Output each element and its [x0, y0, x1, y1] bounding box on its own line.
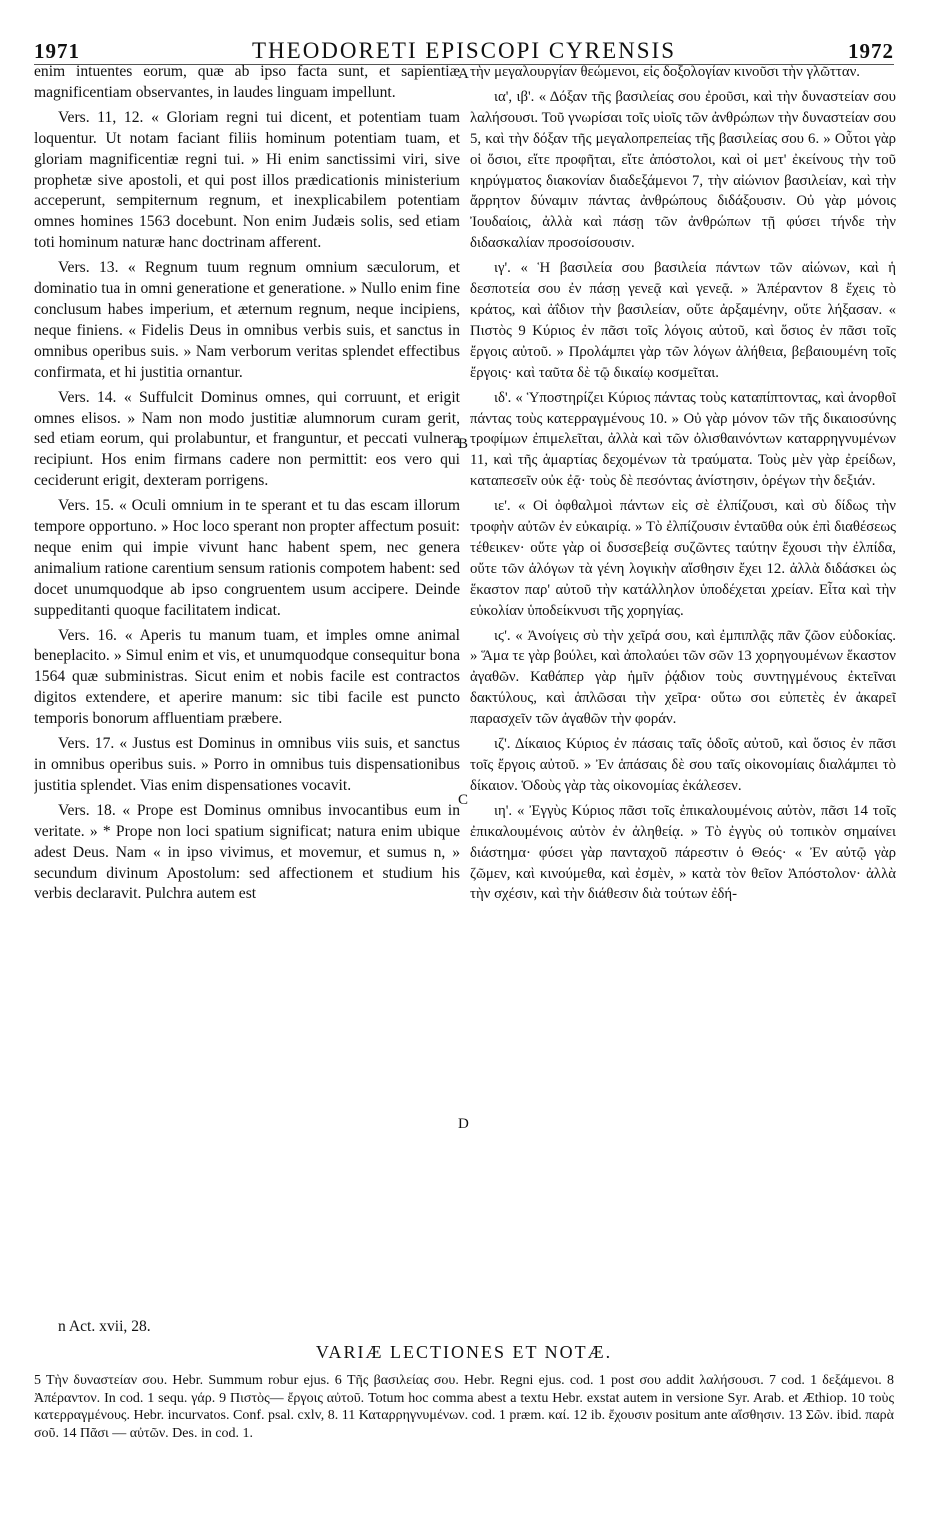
latin-paragraph: enim intuentes eorum, quæ ab ipso facta sunt, et sapientiæ magnificentiam observantes, in laudes linguam impellunt.: [34, 63, 460, 101]
right-page-number: 1972: [848, 39, 894, 63]
section-mark-c: C: [458, 792, 469, 808]
greek-paragraph: τὴν μεγαλουργίαν θεώμενοι, εἰς δοξολογίαν κινοῦσι τὴν γλῶτταν.: [470, 64, 860, 80]
greek-paragraph: ιη'. « Ἐγγὺς Κύριος πᾶσι τοῖς ἐπικαλουμένοις αὐτὸν, πᾶσι 14 τοῖς ἐπικαλουμένοις αὐτὸν ἐν ἀληθείᾳ. » Τὸ ἐγγὺς οὐ τοπικὸν σημαίνει διάστημα· φύσει γὰρ πανταχοῦ πάρεστιν ὁ Θεός· « Ἐν αὐτῷ γὰρ ζῶμεν, καὶ κινούμεθα, καὶ ἐσμὲν, » κατὰ τὸν θεῖον Ἀπόστολον· ἀλλὰ τὴν σχέσιν, καὶ τὴν διάθεσιν διὰ τούτων ἐδή-: [470, 802, 896, 903]
greek-paragraph: ιδ'. « Ὑποστηρίζει Κύριος πάντας τοὺς καταπίπτοντας, καὶ ἀνορθοῖ πάντας τοὺς κατερραγμένους 10. » Οὐ γὰρ μόνον τῶν τῆς δικαιοσύνης τροφίμων ἐπιμελεῖται, ἀλλὰ καὶ τῶν ὀλισθαινόντων καταρρηγνυμένων 11, καὶ τῆς ἁμαρτίας δεχομένων τὰ τραύματα. Τοὺς μὲν γὰρ ἐρείδων, καταπεσεῖν οὐκ ἐᾷ· τοὺς δὲ πεσόντας ἀνίστησιν, ὀρέγων τὴν δεξιάν.: [470, 389, 896, 490]
latin-paragraph: Vers. 11, 12. « Gloriam regni tui dicent, et potentiam tuam loquentur. Ut notam faciant filiis hominum potentiam tuam, et gloriam magnificentiæ regni tui. » Hi enim sanctissimi viri, sive prophetæ sive apostoli, et qui post illos prædicationis ministerium acceperunt, sempiternum regnum, et inexplicabilem potentiam omnes homines 1563 docebunt. Non enim Judæis solis, sed etiam toti hominum naturæ hanc doctrinam afferent.: [34, 108, 460, 252]
latin-paragraph: Vers. 18. « Prope est Dominus omnibus invocantibus eum in veritate. » * Prope non loci spatium significat; natura enim ubique adest Deus. Nam « in ipso vivimus, et movemur, et sumus n, » secundum divinum Apostolum: sed affectionem et studium his verbis declaravit. Pulchra autem est: [34, 801, 460, 903]
latin-paragraph: Vers. 15. « Oculi omnium in te sperant et tu das escam illorum tempore opportuno. » Hoc loco sperant non propter affectum posuit: neque enim qui impie vivunt hanc habent spem, nec genera animalium ratione carentium sensum rationis compotem habent: sed docet unumquodque ab ipso congruentem usum accipere. Deinde suppeditanti quoque facilitatem indicat.: [34, 497, 460, 619]
section-mark-a: A: [458, 66, 469, 82]
section-mark-d: D: [458, 1116, 469, 1132]
latin-footnote: n Act. xvii, 28.: [58, 1318, 151, 1335]
greek-paragraph: ιϛ'. « Ἀνοίγεις σὺ τὴν χεῖρά σου, καὶ ἐμπιπλᾷς πᾶν ζῶον εὐδοκίας. » Ἅμα τε γὰρ βούλει, καὶ ἀπολαύει τῶν σῶν 13 χορηγουμένων ἕκαστον ἀγαθῶν. Καθάπερ γὰρ ἡμῖν ῥᾴδιον τοὺς συντηγμένους ἐκτεῖναι δακτύλους, καὶ ἁπλῶσαι τὴν χεῖρα· οὕτω σοι εὐπετὲς ἐν ἀκαρεῖ παρασχεῖν τῶν ἀγαθῶν τὴν φοράν.: [470, 627, 896, 728]
running-title: THEODORETI EPISCOPI CYRENSIS: [251, 38, 677, 63]
section-mark-b: B: [458, 436, 469, 452]
left-page-number: 1971: [34, 39, 80, 63]
notes-title: VARIÆ LECTIONES ET NOTÆ.: [315, 1342, 613, 1362]
greek-paragraph: ια', ιβ'. « Δόξαν τῆς βασιλείας σου ἐροῦσι, καὶ τὴν δυναστείαν σου λαλήσουσι. Τοῦ γνωρίσαι τοῖς υἱοῖς τῶν ἀνθρώπων τὴν δυναστείαν σου 5, καὶ τὴν δόξαν τῆς μεγαλοπρεπείας τῆς βασιλείας σου 6. » Οὗτοι γὰρ οἱ ὅσιοι, εἴτε προφῆται, εἴτε ἀπόστολοι, καὶ οἱ μετ' ἐκείνους τὴν τοῦ κηρύγματος διακονίαν διαδεξάμενοι 7, τὴν αἰώνιον βασιλείαν, καὶ τὴν ἄρρητον δύναμιν πάντας ἀνθρώπους διδάξουσιν. Οὐ γὰρ μόνοις Ἰουδαίοις, ἀλλὰ καὶ πάσῃ τῶν ἀνθρώπων τῇ φύσει τήνδε τὴν διδασκαλίαν προσοίσουσιν.: [470, 88, 896, 252]
greek-column: [470, 62, 896, 1307]
latin-paragraph: Vers. 13. « Regnum tuum regnum omnium sæculorum, et dominatio tua in omni generatione et generatione. » Nullo enim fine conclusum habes imperium, et æternum regnum, neque incipiens, neque finiens. « Fidelis Deus in omnibus verbis suis, et sanctus in omnibus operibus suis. » Nam verborum veritas splendet effectibus confirmata, et hi justitia ornantur.: [34, 259, 460, 381]
latin-column: [34, 62, 460, 1307]
greek-paragraph: ιγ'. « Ἡ βασιλεία σου βασιλεία πάντων τῶν αἰώνων, καὶ ἡ δεσποτεία σου ἐν πάσῃ γενεᾷ καὶ γενεᾷ. » Ἀπέραντον 8 ἔχεις τὸ κράτος, καὶ ἀΐδιον τὴν βασιλείαν, οὔτε ἀρξαμένην, οὔτε λήξασαν. « Πιστὸς 9 Κύριος ἐν πᾶσι τοῖς λόγοις αὐτοῦ, καὶ ὅσιος ἐν πᾶσι τοῖς ἔργοις αὐτοῦ. » Προλάμπει γὰρ τῶν λόγων ἀλήθεια, βεβαιουμένη τοῖς ἔργοις· καὶ ταῦτα δὲ τῷ δικαίῳ κοσμεῖται.: [470, 260, 896, 381]
running-header: [34, 30, 894, 65]
greek-paragraph: ιε'. « Οἱ ὀφθαλμοὶ πάντων εἰς σὲ ἐλπίζουσι, καὶ σὺ δίδως τὴν τροφὴν αὐτῶν ἐν εὐκαιρίᾳ. » Τὸ ἐλπίζουσιν ἐνταῦθα οὐκ ἐπὶ διαθέσεως τέθεικεν· οὔτε γὰρ οἱ δυσσεβείᾳ συζῶντες ταύτην ἔχουσι τὴν ἐλπίδα, οὔτε τῶν ἀλόγων τὰ γένη λογικὴν αἴσθησιν ἔχει 12. ἀλλὰ διδάσκει ὡς ἕκαστον παρ' αὐτοῦ τὴν κατάλληλον ὑποδέχεται χρείαν. Εἶτα καὶ τὴν εὐκολίαν ὑποδείκνυσι τῆς χορηγίας.: [470, 498, 896, 619]
notes-body: 5 Τὴν δυναστείαν σου. Hebr. Summum robur ejus. 6 Τῆς βασιλείας σου. Hebr. Regni ejus. cod. 1 post σου addit λαλήσουσι. 7 cod. 1 δεξάμενοι. 8 Ἀπέραντον. In cod. 1 sequ. γάρ. 9 Πιστὸς— ἔργοις αὐτοῦ. Totum hoc comma abest a textu Hebr. exstat autem in versione Syr. Arab. et Æthiop. 10 τοὺς κατερραγμένους. Hebr. incurvatos. Conf. psal. cxlv, 8. 11 Καταρρηγνυμένων. cod. 1 præm. καί. 12 ib. ἔχουσιν positum ante αἴσθησιν. 13 Σῶν. ibid. παρὰ σοῦ. 14 Πᾶσι — αὐτῶν. Des. in cod. 1.: [34, 1373, 894, 1441]
latin-paragraph: Vers. 17. « Justus est Dominus in omnibus viis suis, et sanctus in omnibus operibus suis. » Porro in omnibus tuis dispensationibus justitia splendet. Vias enim dispensationes vocavit.: [34, 735, 460, 794]
greek-paragraph: ιζ'. Δίκαιος Κύριος ἐν πάσαις ταῖς ὁδοῖς αὐτοῦ, καὶ ὅσιος ἐν πᾶσι τοῖς ἔργοις αὐτοῦ. » Ἐν ἁπάσαις δὲ σου ταῖς οἰκονομίαις διαλάμπει τὸ δίκαιον. Ὁδοὺς γὰρ τὰς οἰκονομίας ἐκάλεσεν.: [470, 736, 896, 794]
latin-paragraph: Vers. 16. « Aperis tu manum tuam, et imples omne animal beneplacito. » Simul enim et vis, et unumquodque consequitur bona 1564 quæ subministras. Sicut enim et nobis facile est contractos digitos extendere, et aperire manum: sic tibi facile est puncto temporis bonorum affluentiam præbere.: [34, 626, 460, 728]
latin-paragraph: Vers. 14. « Suffulcit Dominus omnes, qui corruunt, et erigit omnes elisos. » Nam non modo justitiæ alumnorum curam gerit, sed etiam eorum, qui prolabuntur, et franguntur, et peccati vulnera recipiunt. Hos enim firmans cadere non permittit: eos vero qui ceciderunt erigit, dexteram porrigens.: [34, 388, 460, 490]
